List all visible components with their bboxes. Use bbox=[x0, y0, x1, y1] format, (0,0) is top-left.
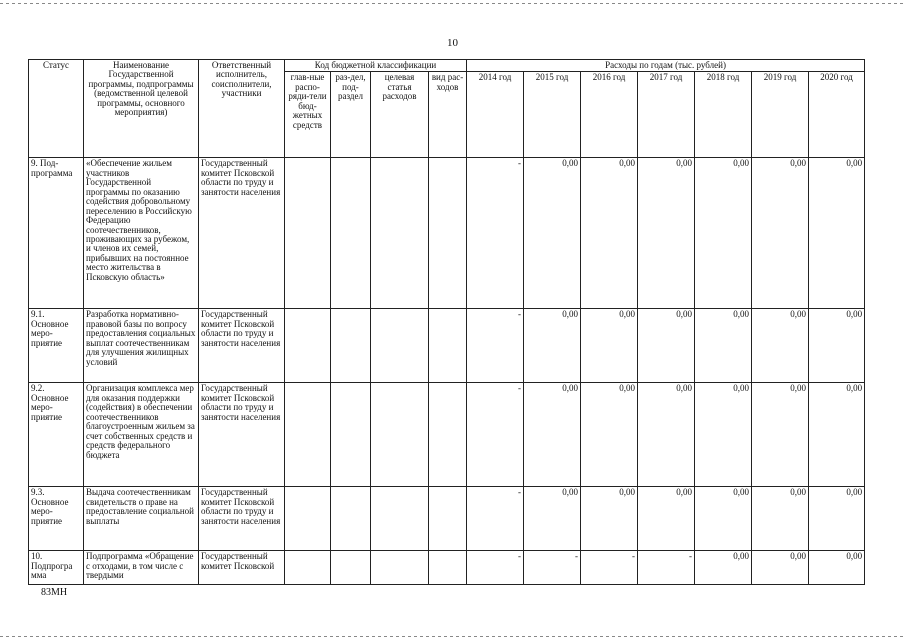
row-value: - bbox=[467, 383, 524, 487]
header-budget-code: вид рас-ходов bbox=[429, 72, 467, 158]
row-budget-code-cell bbox=[331, 487, 371, 551]
row-value: 0,00 bbox=[752, 158, 809, 309]
row-name: «Обеспечение жильем участников Государственной программы по оказанию содействия добровольному переселению в Российскую Федерацию соотечественников, проживающих за рубежом, и членов их семей, прибывших на постоянное место жительства в Псковскую область» bbox=[84, 158, 199, 309]
row-budget-code-cell bbox=[429, 551, 467, 585]
row-budget-code-cell bbox=[285, 158, 331, 309]
row-value: 0,00 bbox=[638, 383, 695, 487]
header-year: 2018 год bbox=[695, 72, 752, 158]
row-value: - bbox=[467, 309, 524, 383]
row-value: 0,00 bbox=[581, 383, 638, 487]
row-budget-code-cell bbox=[285, 309, 331, 383]
row-budget-code-cell bbox=[371, 551, 429, 585]
row-value: 0,00 bbox=[695, 551, 752, 585]
header-year: 2014 год bbox=[467, 72, 524, 158]
row-value: 0,00 bbox=[524, 383, 581, 487]
row-value: 0,00 bbox=[581, 487, 638, 551]
header-year: 2015 год bbox=[524, 72, 581, 158]
header-budget-code: глав-ные распо-ряди-тели бюд-жетных средств bbox=[285, 72, 331, 158]
row-value: 0,00 bbox=[638, 309, 695, 383]
row-value: 0,00 bbox=[581, 309, 638, 383]
header-name: Наименование Государственной программы, подпрограммы (ведомственной целевой программы, основного мероприятия) bbox=[84, 60, 199, 158]
row-value: 0,00 bbox=[809, 383, 865, 487]
row-name: Организация комплекса мер для оказания поддержки (содействия) в обеспечении соотечественников благоустроенным жильем за счет собственных средств и средств федерального бюджета bbox=[84, 383, 199, 487]
page-number: 10 bbox=[447, 37, 458, 49]
scan-edge-top bbox=[0, 3, 905, 4]
table-row bbox=[29, 487, 865, 551]
header-budget-code-group: Код бюджетной классификации bbox=[285, 60, 467, 72]
document-code: 83МН bbox=[41, 587, 68, 598]
header-year: 2017 год bbox=[638, 72, 695, 158]
header-row-1 bbox=[29, 60, 865, 72]
row-value: 0,00 bbox=[752, 487, 809, 551]
row-name: Выдача соотечественникам свидетельств о праве на предоставление социальной выплаты bbox=[84, 487, 199, 551]
row-value: 0,00 bbox=[581, 158, 638, 309]
header-year: 2016 год bbox=[581, 72, 638, 158]
row-value: 0,00 bbox=[809, 487, 865, 551]
row-status: 9.2. Основное меро-приятие bbox=[29, 383, 84, 487]
row-value: 0,00 bbox=[524, 487, 581, 551]
row-value: 0,00 bbox=[695, 487, 752, 551]
header-budget-code: раз-дел, под-раздел bbox=[331, 72, 371, 158]
row-value: - bbox=[524, 551, 581, 585]
row-budget-code-cell bbox=[371, 309, 429, 383]
row-value: 0,00 bbox=[524, 309, 581, 383]
header-year: 2019 год bbox=[752, 72, 809, 158]
budget-expenses-table bbox=[28, 59, 865, 585]
row-value: 0,00 bbox=[809, 551, 865, 585]
row-budget-code-cell bbox=[371, 158, 429, 309]
row-responsible: Государственный комитет Псковской bbox=[199, 551, 285, 585]
row-budget-code-cell bbox=[285, 551, 331, 585]
row-value: - bbox=[467, 158, 524, 309]
row-value: 0,00 bbox=[809, 309, 865, 383]
row-value: 0,00 bbox=[638, 487, 695, 551]
row-value: - bbox=[638, 551, 695, 585]
table-row bbox=[29, 551, 865, 585]
table-row bbox=[29, 158, 865, 309]
row-status: 10. Подпрогра мма bbox=[29, 551, 84, 585]
row-budget-code-cell bbox=[371, 487, 429, 551]
row-value: - bbox=[581, 551, 638, 585]
row-value: 0,00 bbox=[638, 158, 695, 309]
row-value: 0,00 bbox=[809, 158, 865, 309]
row-responsible: Государственный комитет Псковской области по труду и занятости населения bbox=[199, 383, 285, 487]
row-value: 0,00 bbox=[695, 383, 752, 487]
row-budget-code-cell bbox=[429, 383, 467, 487]
row-responsible: Государственный комитет Псковской области по труду и занятости населения bbox=[199, 309, 285, 383]
row-value: - bbox=[467, 487, 524, 551]
header-responsible: Ответственный исполнитель, соисполнители, участники bbox=[199, 60, 285, 158]
row-status: 9.3. Основное меро-приятие bbox=[29, 487, 84, 551]
row-value: 0,00 bbox=[752, 383, 809, 487]
header-status: Статус bbox=[29, 60, 84, 158]
row-budget-code-cell bbox=[285, 487, 331, 551]
row-value: 0,00 bbox=[752, 309, 809, 383]
row-value: 0,00 bbox=[695, 158, 752, 309]
row-status: 9.1. Основное меро-приятие bbox=[29, 309, 84, 383]
row-responsible: Государственный комитет Псковской области по труду и занятости населения bbox=[199, 487, 285, 551]
row-budget-code-cell bbox=[371, 383, 429, 487]
row-value: 0,00 bbox=[695, 309, 752, 383]
header-budget-code: целевая статья расходов bbox=[371, 72, 429, 158]
row-status: 9. Под-программа bbox=[29, 158, 84, 309]
header-year: 2020 год bbox=[809, 72, 865, 158]
row-responsible: Государственный комитет Псковской области по труду и занятости населения bbox=[199, 158, 285, 309]
row-budget-code-cell bbox=[285, 383, 331, 487]
row-budget-code-cell bbox=[429, 158, 467, 309]
row-budget-code-cell bbox=[331, 309, 371, 383]
row-budget-code-cell bbox=[429, 487, 467, 551]
row-name: Разработка нормативно-правовой базы по вопросу предоставления социальных выплат соотечественникам для улучшения жилищных условий bbox=[84, 309, 199, 383]
row-budget-code-cell bbox=[331, 158, 371, 309]
row-value: - bbox=[467, 551, 524, 585]
row-value: 0,00 bbox=[752, 551, 809, 585]
table-row bbox=[29, 309, 865, 383]
row-budget-code-cell bbox=[331, 383, 371, 487]
table-row bbox=[29, 383, 865, 487]
scan-edge-bottom bbox=[0, 636, 905, 637]
header-expenses-group: Расходы по годам (тыс. рублей) bbox=[467, 60, 865, 72]
row-budget-code-cell bbox=[331, 551, 371, 585]
row-budget-code-cell bbox=[429, 309, 467, 383]
row-name: Подпрограмма «Обращение с отходами, в том числе с твердыми bbox=[84, 551, 199, 585]
row-value: 0,00 bbox=[524, 158, 581, 309]
